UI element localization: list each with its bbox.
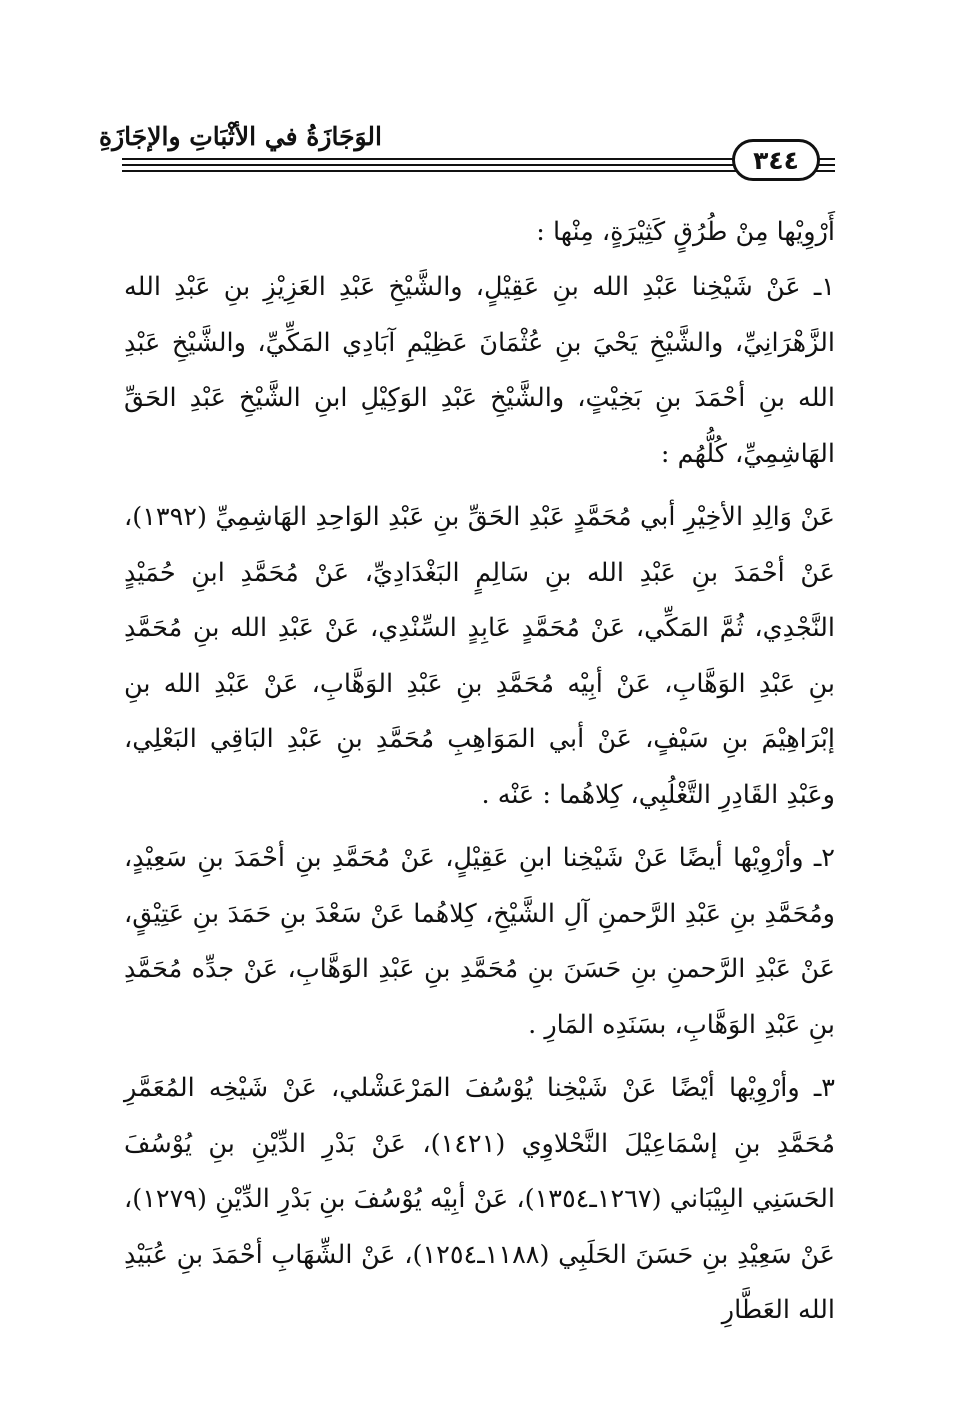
header-rule [122, 170, 835, 172]
paragraph-1: ١ـ عَنْ شَيْخِنا عَبْدِ الله بنِ عَقِيْلٍ، والشَّيْخِ عَبْدِ العَزِيْزِ بنِ عَبْدِ الله الزَّهْرَانِيِّ، والشَّيْخِ يَحْيَ بنِ عُثْمَانَ عَظِيْمِ آبَادِي المَكِّيِّ، والشَّيْخِ عَبْدِ الله بنِ أحْمَدَ بنِ بَخِيْتٍ، والشَّيْخِ عَبْدِ الوَكِيْلِ ابنِ الشَّيْخِ عَبْدِ الحَقِّ الهَاشِمِيِّ، كُلُّهُم : [124, 272, 835, 469]
running-header-title: الوَجَازَةُ في الأثْبَاتِ والإجَازَةِ [99, 122, 382, 151]
page-number-badge [732, 139, 820, 181]
main-text [124, 205, 835, 1347]
page-number: ٣٤٤ [753, 145, 799, 175]
header-rule [122, 158, 835, 160]
header-rule [122, 164, 835, 166]
paragraph-4: ٣ـ وأرْوِيْها أيْضًا عَنْ شَيْخِنا يُوْسُفَ المَرْعَشْلي، عَنْ شَيْخِه المُعَمَّرِ مُحَمَّدِ بنِ إسْمَاعِيْلَ النَّحْلاوِي (١٤٢١)، عَنْ بَدْرِ الدِّيْنِ بنِ يُوْسُفَ الحَسَنِي البِيْبَاني (١٢٦٧ـ١٣٥٤)، عَنْ أبِيْه يُوْسُفَ بنِ بَدْرِ الدِّيْنِ (١٢٧٩)، عَنْ سَعِيْدِ بنِ حَسَنَ الحَلَبِي (١١٨٨ـ١٢٥٤)، عَنْ الشِّهَابِ أحْمَدَ بنِ عُبَيْدِ الله العَطَّارِ [124, 1073, 835, 1325]
intro-line: أَرْوِيْها مِنْ طُرُقٍ كَثِيْرَةٍ، مِنْها : [536, 217, 835, 247]
paragraph-3: ٢ـ وأرْوِيْها أيضًا عَنْ شَيْخِنا ابنِ عَقِيْلٍ، عَنْ مُحَمَّدِ بنِ أحْمَدَ بنِ سَعِيْدٍ، ومُحَمَّدِ بنِ عَبْدِ الرَّحمنِ آلِ الشَّيْخِ، كِلاهُما عَنْ سَعْدَ بنِ حَمَدَ بنِ عَتِيْقٍ، عَنْ عَبْدِ الرَّحمنِ بنِ حَسَنَ بنِ مُحَمَّدِ بنِ عَبْدِ الوَهَّابِ، عَنْ جدِّه مُحَمَّدِ بنِ عَبْدِ الوَهَّابِ، بسَنَدِه المَارِ . [124, 843, 835, 1040]
paragraph-2: عَنْ وَالِدِ الأخِيْرِ أبي مُحَمَّدٍ عَبْدِ الحَقِّ بنِ عَبْدِ الوَاحِدِ الهَاشِمِيِّ (١٣٩٢)، عَنْ أحْمَدَ بنِ عَبْدِ الله بنِ سَالِمٍ البَغْدَادِيِّ، عَنْ مُحَمَّدِ ابنِ حُمَيْدٍ النَّجْدِي، ثُمَّ المَكِّي، عَنْ مُحَمَّدٍ عَابِدٍ السِّنْدِي، عَنْ عَبْدِ الله بنِ مُحَمَّدِ بنِ عَبْدِ الوَهَّابِ، عَنْ أبِيْه مُحَمَّدِ بنِ عَبْدِ الوَهَّابِ، عَنْ عَبْدِ الله بنِ إبْرَاهِيْمَ بنِ سَيْفٍ، عَنْ أبي المَوَاهِبِ مُحَمَّدِ بنِ عَبْدِ البَاقِي البَعْلِي، وعَبْدِ القَادِرِ التَّغْلُبِي، كِلاهُما : عَنْه . [124, 502, 835, 810]
